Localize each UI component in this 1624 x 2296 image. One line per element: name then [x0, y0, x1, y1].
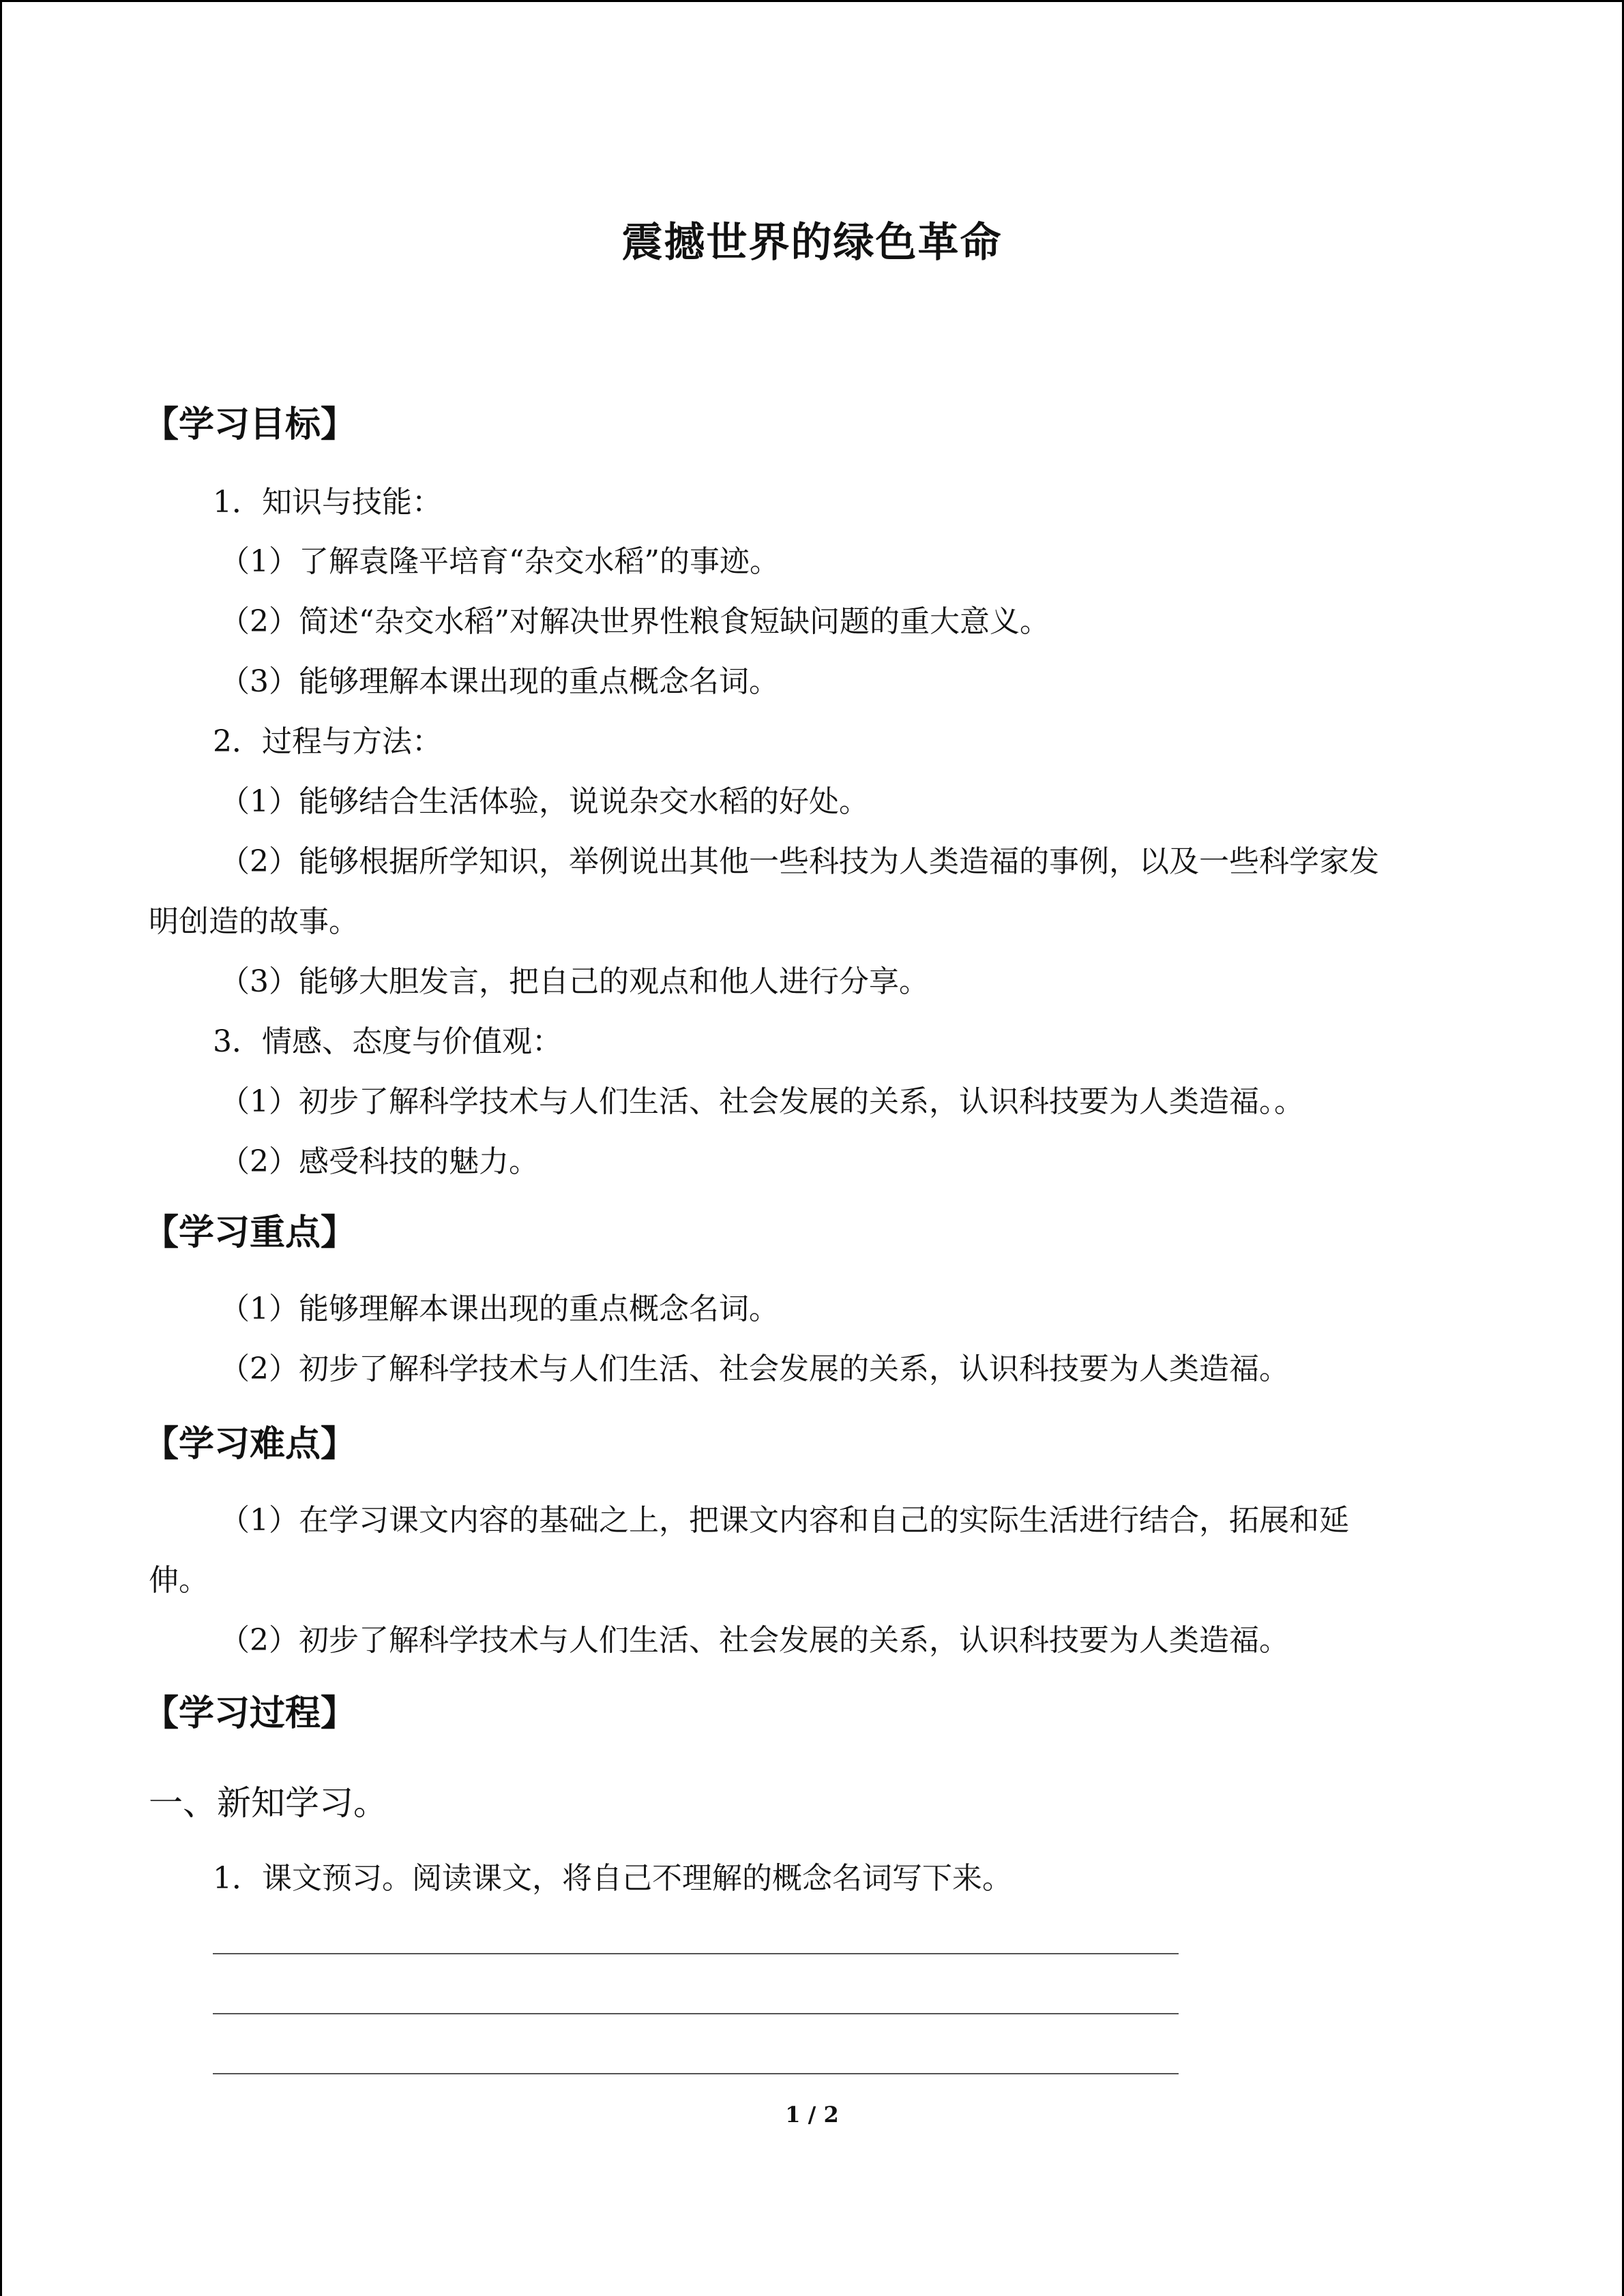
process-task: 1．课文预习。阅读课文，将自己不理解的概念名词写下来。	[213, 1861, 1012, 1896]
section-heading-objectives: 【学习目标】	[143, 404, 357, 445]
objective-line: 1．知识与技能：	[213, 485, 442, 520]
document-title: 震撼世界的绿色革命	[621, 219, 1003, 267]
answer-line[interactable]	[213, 2013, 1179, 2014]
objective-line: （1）初步了解科学技术与人们生活、社会发展的关系，认识科技要为人类造福。。	[220, 1084, 1304, 1119]
objective-line: （3）能够理解本课出现的重点概念名词。	[220, 664, 779, 699]
process-subheading: 一、新知学习。	[149, 1783, 387, 1823]
answer-line[interactable]	[213, 1953, 1179, 1954]
objective-line: （3）能够大胆发言，把自己的观点和他人进行分享。	[220, 964, 929, 999]
objective-line: （2）简述“杂交水稻”对解决世界性粮食短缺问题的重大意义。	[220, 604, 1050, 639]
objective-line: （2）感受科技的魅力。	[220, 1144, 539, 1179]
objective-line: （1）了解袁隆平培育“杂交水稻”的事迹。	[220, 544, 780, 579]
difficulty-line: （2）初步了解科学技术与人们生活、社会发展的关系，认识科技要为人类造福。	[220, 1623, 1289, 1658]
section-heading-key-points: 【学习重点】	[143, 1212, 357, 1253]
objective-line: （1）能够结合生活体验，说说杂交水稻的好处。	[220, 784, 869, 819]
key-point-line: （2）初步了解科学技术与人们生活、社会发展的关系，认识科技要为人类造福。	[220, 1352, 1289, 1386]
section-heading-difficulties: 【学习难点】	[143, 1423, 357, 1465]
difficulty-line: 伸。	[149, 1563, 209, 1598]
objective-line: （2）能够根据所学知识，举例说出其他一些科技为人类造福的事例，以及一些科学家发	[220, 844, 1379, 879]
objective-line: 明创造的故事。	[149, 904, 359, 939]
page-number: 1 / 2	[785, 2102, 839, 2128]
key-point-line: （1）能够理解本课出现的重点概念名词。	[220, 1292, 779, 1326]
difficulty-line: （1）在学习课文内容的基础之上，把课文内容和自己的实际生活进行结合，拓展和延	[220, 1503, 1349, 1538]
section-heading-process: 【学习过程】	[143, 1693, 357, 1734]
objective-line: 2．过程与方法：	[213, 724, 442, 759]
objective-line: 3．情感、态度与价值观：	[213, 1024, 562, 1059]
answer-line[interactable]	[213, 2073, 1179, 2074]
